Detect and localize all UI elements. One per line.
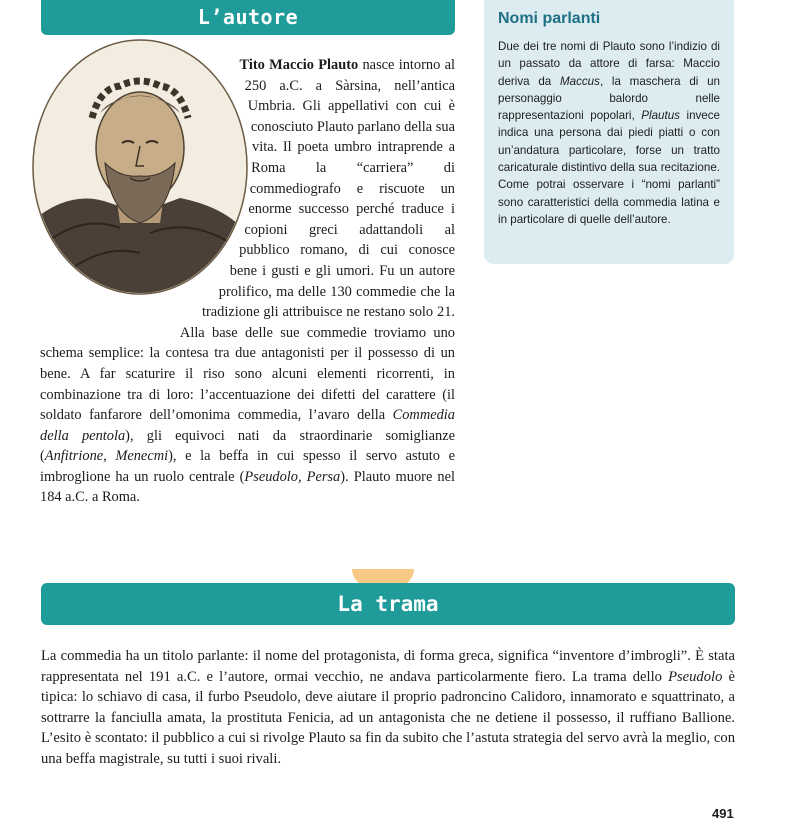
bio-italic-title: Commedia della pentola xyxy=(40,407,455,444)
section-title-trama: La trama xyxy=(41,583,735,625)
sidebar-italic: Maccus xyxy=(559,74,600,88)
sidebar-title: Nomi parlanti xyxy=(498,10,601,27)
author-name: Tito Maccio Plauto xyxy=(239,57,359,73)
plot-text: è tipica: lo schiavo di casa, il furbo Pseudolo, deve aiutare il proprio padroncino Calidoro, innamorato e squattrinato, a sottrarre la fanciulla amata, la prostituta Fenicia, ad un antagonista che ne detiene il possesso, il ruffiano Ballione. L’esito è scontato: il pubblico a cui si rivolge Plauto sa fin da subito che l’astuta strategia del servo avrà la meglio, con una beffa magistrale, su tutti i suoi rivali. xyxy=(41,668,735,767)
sidebar-italic: Plautus xyxy=(641,109,680,123)
bio-italic-title: Pseudolo, Persa xyxy=(244,468,341,485)
plot-paragraph xyxy=(41,646,735,770)
bio-text: nasce intorno al 250 a.C. a Sàrsina, nell’antica Umbria. Gli appellativi con cui è conosciuto Plauto parlano della sua vita. Il poeta umbro intraprende a Roma la “carriera” di commediografo e riscuote un enorme successo perché traduce i copioni greci adattandoli al pubblico romano, di cui conosce bene i gusti e gli umori. Fu un autore prolifico, ma delle 130 commedie che la tradizione gli attribuisce ne restano solo 21. Alla base delle sue commedie troviamo uno schema semplice: la contesa tra due antagonisti per il possesso di un bene. A far scaturire il riso sono alcuni elementi ricorrenti, in combinazione tra di loro: l’accentuazione dei difetti del carattere (il soldato fanfarore dell’omonima commedia, l’avaro della xyxy=(40,57,455,424)
plot-italic-title: Pseudolo xyxy=(668,668,723,685)
bio-italic-title: Anfitrione, Menecmi xyxy=(44,448,169,465)
sidebar-text xyxy=(498,38,720,228)
bio-text: ), gli equivoci nati da straordinarie somiglianze ( xyxy=(40,427,455,465)
plot-text: La commedia ha un titolo parlante: il nome del protagonista, di forma greca, significa “inventore d’imbrogli”. È stata rappresentata nel 191 a.C. e l’autore, ormai vecchio, ne andava particolarmente fiero. La trama dello xyxy=(41,648,735,685)
sidebar-text-part: invece indica una persona dai piedi piatti o con un’andatura particolare, forse un tratto caricaturale distintivo della sua recitazione. Come potrai osservare i “nomi parlanti” sono caratteristici della commedia latina e in particolare di quelle dell’autore. xyxy=(498,109,721,226)
sidebar-box-nomi-parlanti xyxy=(484,0,734,264)
author-biography xyxy=(40,55,455,508)
sidebar-text-part: Due dei tre nomi di Plauto sono l’indizio di un passato da attore di farsa: Maccio deriva da xyxy=(498,40,720,88)
page-number: 491 xyxy=(712,806,734,821)
bio-text: ). Plauto muore nel 184 a.C. a Roma. xyxy=(40,468,455,506)
bio-text: ), e la beffa in cui spesso il servo astuto e imbroglione ha un ruolo centrale ( xyxy=(40,448,455,485)
section-title-autore: L’autore xyxy=(41,0,455,35)
sidebar-text-part: , la maschera di un personaggio balordo nelle rappresentazioni popolari, xyxy=(498,74,721,123)
